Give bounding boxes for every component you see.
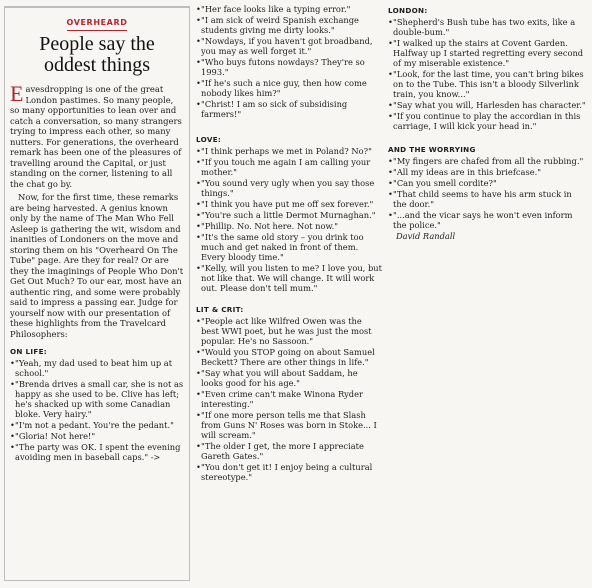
quote-item: • "I think you have put me off sex forever.": [196, 199, 382, 209]
quote-item: • "You don't get it! I enjoy being a cultural stereotype.": [196, 462, 382, 482]
headline: People say the oddest things: [39, 33, 155, 76]
quote-item: • "Kelly, will you listen to me? I love you, but not like that. We will change. It will work out. Please don't tell mum.": [196, 263, 382, 293]
section-heading: AND THE WORRYING: [388, 145, 476, 154]
quote-item: • "Christ! I am so sick of subsidising farmers!": [196, 99, 382, 119]
section-heading: LONDON:: [388, 6, 428, 15]
column-2: [196, 4, 382, 483]
quote-item: • "Can you smell cordite?": [388, 178, 586, 188]
quote-item: • "I'm not a pedant. You're the pedant.": [10, 420, 184, 430]
quote-item: • "Her face looks like a typing error.": [196, 4, 382, 14]
quote-item: • "You sound very ugly when you say those things.": [196, 178, 382, 198]
quote-item: • "Brenda drives a small car, she is not as happy as she used to be. Clive has left; he's shacked up with some Canadian bloke. Very hairy.": [10, 379, 184, 419]
section-london: [388, 6, 586, 131]
quote-item: • "The older I get, the more I appreciate Gareth Gates.": [196, 441, 382, 461]
quote-item: • "Nowdays, if you haven't got broadband, you may as well forget it.": [196, 36, 382, 56]
quote-item: • "I am sick of weird Spanish exchange students giving me dirty looks.": [196, 15, 382, 35]
section-lit-crit: [196, 305, 382, 482]
quote-item: • "You're such a little Dermot Murnaghan.": [196, 210, 382, 220]
column-3: [388, 4, 586, 241]
quote-list: [196, 316, 382, 482]
quote-item: • "Would you STOP going on about Samuel Beckett? There are other things in life.": [196, 347, 382, 367]
quote-item: • "Say what you will, Harlesden has character.": [388, 100, 586, 110]
quote-item: • "It's the same old story – you drink too much and get naked in front of them. Every bloody time.": [196, 232, 382, 262]
section-heading: ON LIFE:: [10, 347, 47, 356]
quote-item: • "Shepherd's Bush tube has two exits, like a double-bum.": [388, 17, 586, 37]
section-worrying: [388, 145, 586, 241]
continued-arrow-icon: ->: [150, 453, 161, 462]
section-heading: LOVE:: [196, 135, 222, 144]
quote-item: • "Look, for the last time, you can't bring bikes on to the Tube. This isn't a bloody Silverlink train, you know...": [388, 69, 586, 99]
quote-item: • "That child seems to have his arm stuck in the door.": [388, 189, 586, 209]
quote-item: [10, 442, 184, 463]
quote-item: • "Yeah, my dad used to beat him up at school.": [10, 358, 184, 378]
quote-list: [196, 4, 382, 119]
quote-text: "The party was OK. I spent the evening avoiding men in baseball caps.": [15, 442, 181, 462]
byline: David Randall: [396, 231, 456, 241]
quote-item: • "If one more person tells me that Slash from Guns N' Roses was born in Stoke... I will scream.": [196, 410, 382, 440]
quote-item: • "My fingers are chafed from all the rubbing.": [388, 156, 586, 166]
quote-item: • "Who buys futons nowdays? They're so 1993.": [196, 57, 382, 77]
quote-list: [388, 156, 586, 230]
intro: [5, 81, 189, 339]
quote-item: • "Even crime can't make Winona Ryder interesting.": [196, 389, 382, 409]
section-love: [196, 135, 382, 293]
quote-item: • "People act like Wilfred Owen was the best WWI poet, but he was just the most popular. He's no Sassoon.": [196, 316, 382, 346]
quote-item: • "I walked up the stairs at Covent Garden. Halfway up I started regretting every second of my miserable existence.": [388, 38, 586, 68]
quote-list: [196, 146, 382, 293]
quote-item: • "Phillip. No. Not here. Not now.": [196, 221, 382, 231]
quote-list: [10, 358, 184, 463]
quote-item: • "I think perhaps we met in Poland? No?": [196, 146, 382, 156]
column-1: [4, 6, 190, 581]
kicker-rule: [67, 30, 127, 31]
quote-item: • "Gloria! Not here!": [10, 431, 184, 441]
quote-item: • "If you touch me again I am calling your mother.": [196, 157, 382, 177]
quote-item: • "If he's such a nice guy, then how come nobody likes him?": [196, 78, 382, 98]
section-kicker: OVERHEARD: [66, 18, 128, 27]
intro-paragraph: Eavesdropping is one of the great London pastimes. So many people, so many opportunities to lean over and catch a conversation, so many strangers trying to impress each other, so many nutters. For generations, the overheard remark has been one of the pleasures of travelling around the Capital, or just standing on the corner, listening to all the chat go by.: [10, 81, 182, 189]
quote-list: [388, 17, 586, 131]
quote-item: • "Say what you will about Saddam, he looks good for his age.": [196, 368, 382, 388]
section-on-life: [5, 347, 189, 463]
section-heading: LIT & CRIT:: [196, 305, 244, 314]
quote-item: • "All my ideas are in this briefcase.": [388, 167, 586, 177]
quote-item: • "If you continue to play the accordian in this carriage, I will kick your head in.": [388, 111, 586, 131]
quote-item: • "...and the vicar says he won't even inform the police.": [388, 210, 586, 230]
intro-paragraph: Now, for the first time, these remarks are being harvested. A genius known only by the name of The Man Who Fell Asleep is gathering the wit, wisdom and inanities of Londoners on the move and storing them on his "Overheard On The Tube" page. Are they for real? Or are they the imaginings of People Who Don't Get Out Much? To our ear, most have an authentic ring, and some were probably said to impress a passing ear. Judge for yourself now with our presentation of these highlights from the Travelcard Philosophers:: [10, 192, 184, 339]
